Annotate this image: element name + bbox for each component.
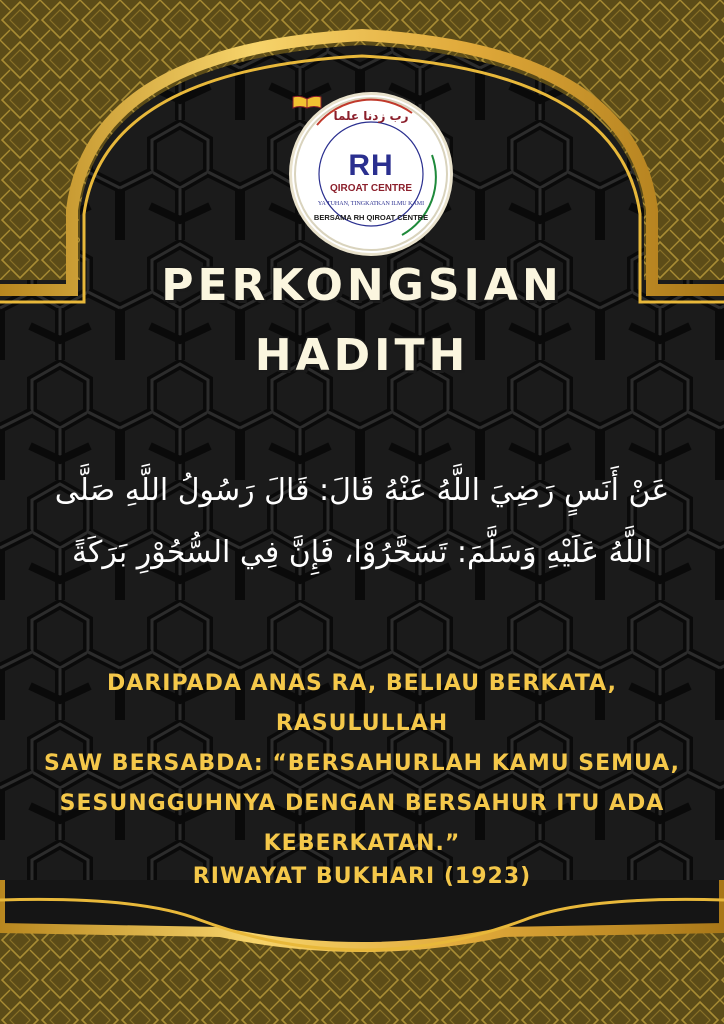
hadith-arabic-line1: عَنْ أَنَسٍ رَضِيَ اللَّهُ عَنْهُ قَالَ: قَالَ رَسُولُ اللَّهِ صَلَّى bbox=[54, 473, 670, 508]
logo-brand: QIROAT CENTRE bbox=[329, 183, 413, 194]
open-book-icon bbox=[292, 95, 322, 109]
logo-ring-left-text: YA TUHAN, TINGKATKAN ILMU KAMI bbox=[317, 201, 425, 207]
hadith-arabic-line2: اللَّهُ عَلَيْهِ وَسَلَّمَ: تَسَحَّرُوْا، فَإِنَّ فِي السُّحُوْرِ بَرَكَةً bbox=[71, 535, 653, 570]
logo-badge bbox=[292, 95, 450, 253]
hadith-reference: RIWAYAT BUKHARI (1923) bbox=[192, 864, 532, 889]
translation-line1: DARIPADA ANAS RA, BELIAU BERKATA, RASULULLAH bbox=[107, 671, 617, 736]
logo-ring-bottom-text: BERSAMA RH QIROAT CENTRE bbox=[313, 213, 429, 222]
translation-block bbox=[30, 664, 694, 864]
translation-line3: SESUNGGUHNYA DENGAN BERSAHUR ITU ADA bbox=[59, 791, 665, 816]
page-title-line2: HADITH bbox=[254, 330, 470, 381]
translation-line2: SAW BERSABDA: “BERSAHURLAH KAMU SEMUA, bbox=[44, 751, 680, 776]
logo-initials: RH bbox=[348, 149, 394, 182]
page-title-line1: PERKONGSIAN bbox=[161, 260, 563, 311]
translation-line4: KEBERKATAN.” bbox=[263, 831, 461, 856]
logo-arabic-motto: رب زدنا علما bbox=[333, 109, 409, 123]
